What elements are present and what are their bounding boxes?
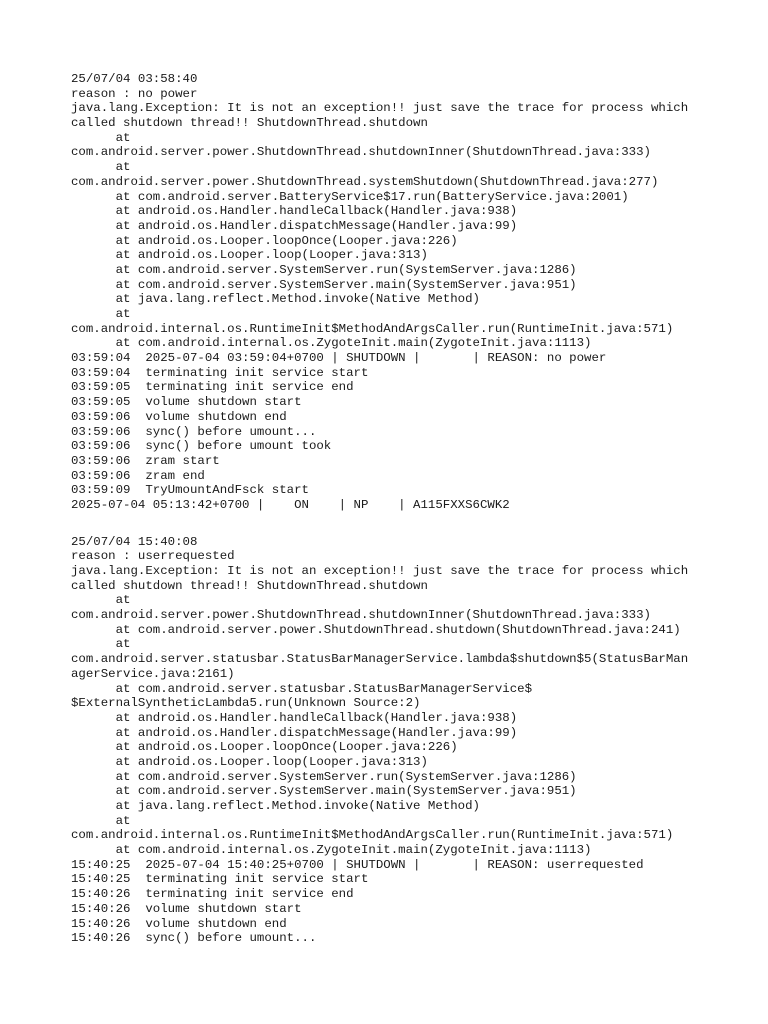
entry-separator (71, 513, 711, 535)
log-line: agerService.java:2161) (71, 666, 235, 681)
log-entry-userrequested (71, 535, 711, 946)
log-line: at android.os.Handler.handleCallback(Handler.java:938) (71, 710, 518, 725)
log-line: java.lang.Exception: It is not an exception!! just save the trace for process which (71, 101, 689, 116)
log-line: reason : userrequested (71, 549, 235, 564)
log-line: 2025-07-04 05:13:42+0700 | ON | NP | A115FXXS6CWK2 (71, 497, 510, 512)
log-line: 03:59:06 zram end (71, 468, 205, 483)
log-line: 25/07/04 03:58:40 (71, 72, 198, 86)
log-line: at android.os.Looper.loop(Looper.java:313) (71, 754, 428, 769)
log-line: 15:40:25 terminating init service start (71, 872, 369, 887)
log-line: 15:40:25 2025-07-04 15:40:25+0700 | SHUTDOWN | | REASON: userrequested (71, 857, 644, 872)
log-document (71, 72, 711, 946)
log-line: at android.os.Handler.handleCallback(Handler.java:938) (71, 204, 518, 219)
log-line: at android.os.Looper.loopOnce(Looper.java:226) (71, 233, 458, 248)
log-entry-no-power (71, 72, 711, 513)
log-line: java.lang.Exception: It is not an exception!! just save the trace for process which (71, 564, 689, 578)
log-line: at android.os.Looper.loopOnce(Looper.java:226) (71, 740, 458, 755)
log-line: 03:59:04 terminating init service start (71, 365, 369, 380)
log-line: com.android.internal.os.RuntimeInit$MethodAndArgsCaller.run(RuntimeInit.java:571) (71, 828, 674, 843)
log-line: 15:40:26 volume shutdown start (71, 901, 302, 916)
log-line: at (71, 307, 131, 321)
log-line: reason : no power (71, 86, 198, 101)
log-line: 03:59:05 terminating init service end (71, 380, 354, 395)
log-line: 03:59:06 zram start (71, 453, 220, 468)
log-line: at android.os.Handler.dispatchMessage(Handler.java:99) (71, 218, 518, 233)
log-line: at (71, 130, 131, 145)
log-line: 25/07/04 15:40:08 (71, 534, 198, 549)
log-line: $ExternalSyntheticLambda5.run(Unknown Source:2) (71, 696, 421, 711)
log-line: com.android.internal.os.RuntimeInit$MethodAndArgsCaller.run(RuntimeInit.java:571) (71, 321, 674, 336)
log-line: called shutdown thread!! ShutdownThread.shutdown (71, 578, 428, 593)
log-line: at com.android.server.SystemServer.main(SystemServer.java:951) (71, 784, 577, 799)
log-line: called shutdown thread!! ShutdownThread.shutdown (71, 116, 428, 131)
log-line: at com.android.server.SystemServer.run(SystemServer.java:1286) (71, 262, 577, 277)
log-line: com.android.server.power.ShutdownThread.systemShutdown(ShutdownThread.java:277) (71, 174, 659, 189)
log-line: com.android.server.power.ShutdownThread.shutdownInner(ShutdownThread.java:333) (71, 145, 651, 160)
log-line: 03:59:06 volume shutdown end (71, 409, 287, 424)
log-line: at java.lang.reflect.Method.invoke(Native Method) (71, 799, 480, 813)
log-line: at (71, 637, 131, 652)
log-line: at com.android.server.SystemServer.run(SystemServer.java:1286) (71, 769, 577, 784)
log-line: 03:59:09 TryUmountAndFsck start (71, 483, 309, 498)
log-line: at com.android.server.BatteryService$17.run(BatteryService.java:2001) (71, 189, 629, 204)
log-line: at android.os.Handler.dispatchMessage(Handler.java:99) (71, 725, 518, 740)
log-line: at com.android.server.SystemServer.main(SystemServer.java:951) (71, 277, 577, 292)
log-line: 03:59:05 volume shutdown start (71, 395, 302, 410)
log-line: 15:40:26 sync() before umount... (71, 931, 317, 946)
log-line: at com.android.server.statusbar.StatusBarManagerService$ (71, 681, 533, 696)
log-line: 15:40:26 terminating init service end (71, 887, 354, 902)
log-line: at (71, 593, 131, 608)
log-line: 15:40:26 volume shutdown end (71, 916, 287, 931)
log-line: 03:59:04 2025-07-04 03:59:04+0700 | SHUTDOWN | | REASON: no power (71, 351, 607, 366)
log-line: com.android.server.power.ShutdownThread.shutdownInner(ShutdownThread.java:333) (71, 608, 651, 623)
log-line: at android.os.Looper.loop(Looper.java:313) (71, 248, 428, 263)
log-line: at com.android.internal.os.ZygoteInit.main(ZygoteInit.java:1113) (71, 843, 592, 858)
log-line: at java.lang.reflect.Method.invoke(Native Method) (71, 292, 480, 307)
log-line: at (71, 160, 131, 175)
log-line: 03:59:06 sync() before umount took (71, 439, 332, 454)
log-line: 03:59:06 sync() before umount... (71, 424, 317, 439)
log-line: at com.android.server.power.ShutdownThread.shutdown(ShutdownThread.java:241) (71, 622, 681, 637)
log-line: at com.android.internal.os.ZygoteInit.main(ZygoteInit.java:1113) (71, 336, 592, 351)
log-line: at (71, 813, 131, 828)
log-line: com.android.server.statusbar.StatusBarManagerService.lambda$shutdown$5(StatusBarMan (71, 652, 689, 667)
